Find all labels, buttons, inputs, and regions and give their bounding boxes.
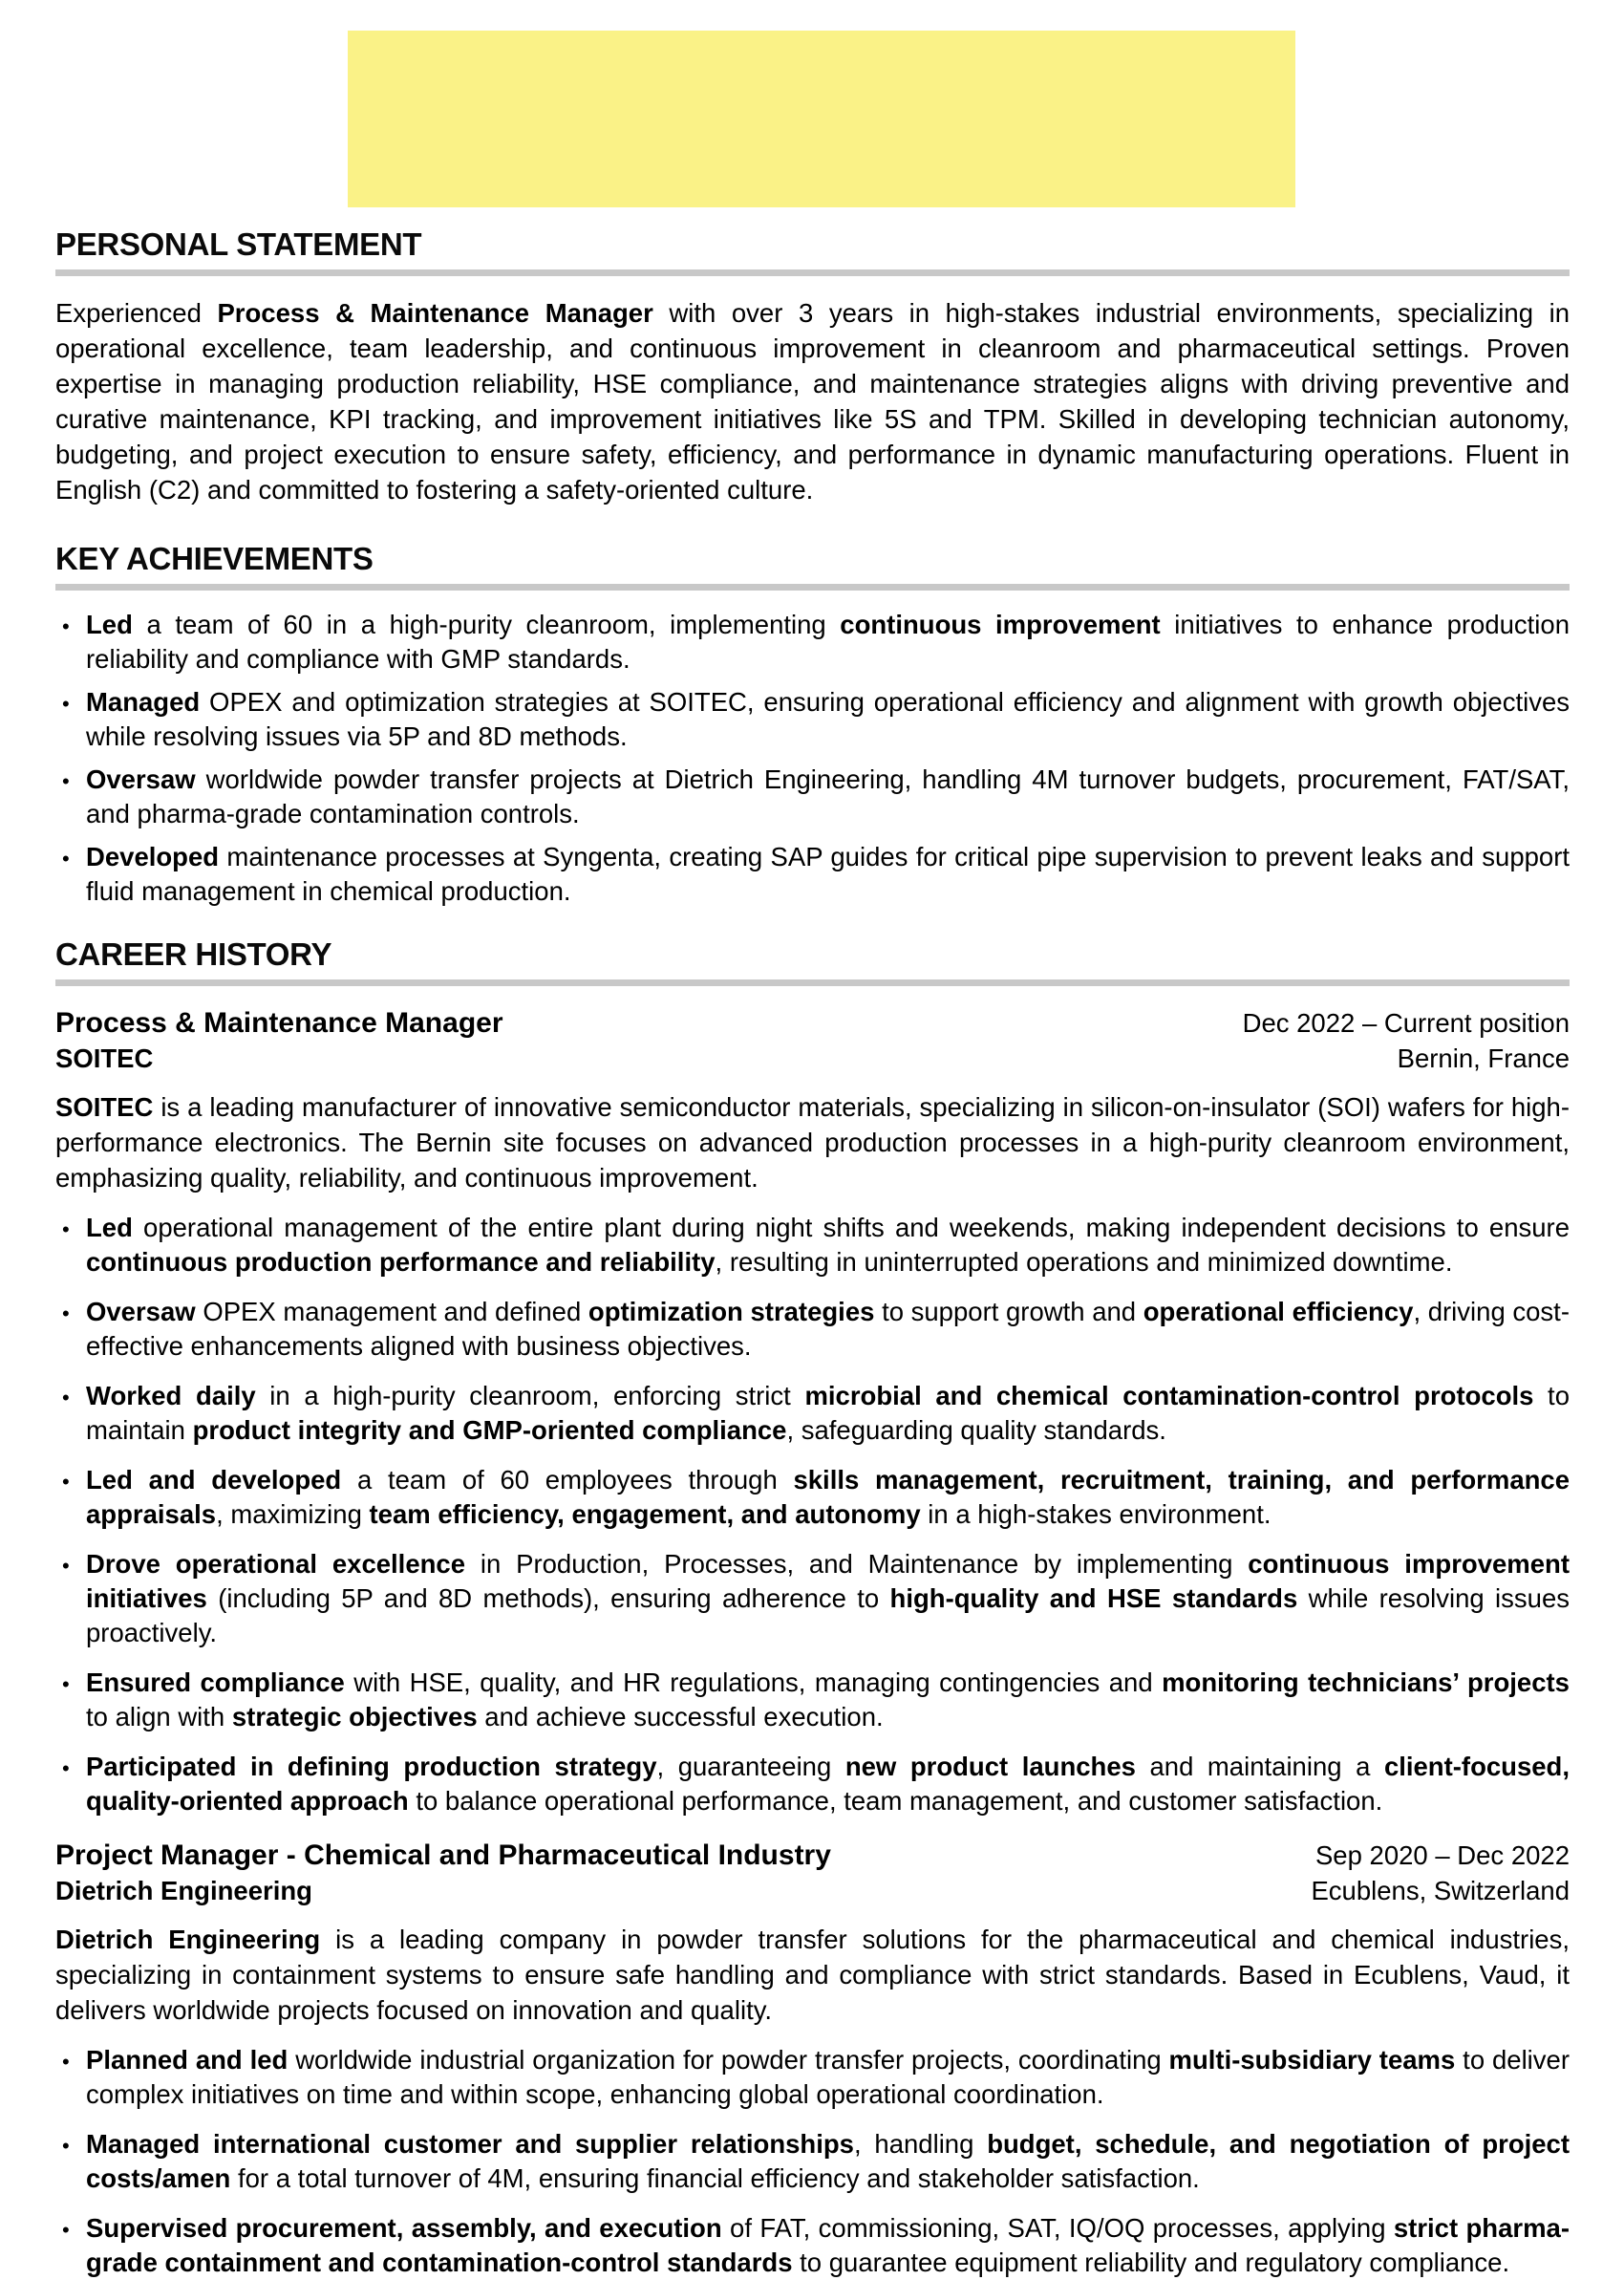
job-dates: Sep 2020 – Dec 2022 (1314, 1840, 1570, 1870)
key-achievements-list (55, 608, 1570, 909)
section-personal-statement (55, 0, 1570, 507)
job-description: Dietrich Engineering is a leading company in powder transfer solutions for the pharmaceutical and chemical industries, specializing in containment systems to ensure safe handling and compliance with strict standards. Based in Ecublens, Vaud, it delivers worldwide projects focused on innovation and quality. (55, 1925, 1570, 2025)
job-entry (55, 1007, 1570, 1818)
section-rule (55, 979, 1570, 986)
job-entry (55, 1839, 1570, 2280)
job-location: Bernin, France (1397, 1043, 1570, 1073)
job-header (55, 1839, 1570, 1872)
job-location: Ecublens, Switzerland (1311, 1876, 1570, 1905)
job-bullet: • Led operational management of the entire plant during night shifts and weekends, making independent decisions to ensure continuous production performance and reliability, resulting in uninterrupted operations and minimized downtime. (55, 1211, 1570, 1280)
section-key-achievements (55, 542, 1570, 909)
job-description: SOITEC is a leading manufacturer of innovative semiconductor materials, specializing in silicon-on-insulator (SOI) wafers for high-performance electronics. The Bernin site focuses on advanced production processes in a high-purity cleanroom environment, emphasizing quality, reliability, and continuous improvement. (55, 1092, 1570, 1193)
job-subheader (55, 1043, 1570, 1074)
job-bullet-list (55, 2043, 1570, 2280)
job-title: Project Manager - Chemical and Pharmaceutical Industry (55, 1839, 831, 1871)
job-title: Process & Maintenance Manager (55, 1007, 503, 1039)
achievement-item: • Developed maintenance processes at Syngenta, creating SAP guides for critical pipe supervision to prevent leaks and support fluid management in chemical production. (55, 840, 1570, 909)
personal-statement-title: PERSONAL STATEMENT (55, 226, 422, 262)
key-achievements-title: KEY ACHIEVEMENTS (55, 541, 374, 576)
job-bullet: • Drove operational excellence in Production, Processes, and Maintenance by implementing continuous improvement initiatives (including 5P and 8D methods), ensuring adherence to high-quality and HSE standards while resolving issues proactively. (55, 1547, 1570, 1650)
achievement-item: • Managed OPEX and optimization strategies at SOITEC, ensuring operational efficiency and alignment with growth objectives while resolving issues via 5P and 8D methods. (55, 685, 1570, 754)
achievement-item: • Oversaw worldwide powder transfer projects at Dietrich Engineering, handling 4M turnover budgets, procurement, FAT/SAT, and pharma-grade contamination controls. (55, 763, 1570, 831)
job-bullet: • Managed international customer and supplier relationships, handling budget, schedule, and negotiation of project costs/amen for a total turnover of 4M, ensuring financial efficiency and stakeholder satisfaction. (55, 2127, 1570, 2196)
job-dates: Dec 2022 – Current position (1242, 1008, 1570, 1038)
job-bullet: • Oversaw OPEX management and defined optimization strategies to support growth and operational efficiency, driving cost-effective enhancements aligned with business objectives. (55, 1295, 1570, 1364)
job-bullet: • Led and developed a team of 60 employees through skills management, recruitment, training, and performance appraisals, maximizing team efficiency, engagement, and autonomy in a high-stakes environment. (55, 1463, 1570, 1532)
section-career-history (55, 937, 1570, 2280)
job-header (55, 1007, 1570, 1040)
career-history-title: CAREER HISTORY (55, 936, 332, 972)
job-subheader (55, 1876, 1570, 1906)
job-bullet: • Worked daily in a high-purity cleanroom, enforcing strict microbial and chemical contamination-control protocols to maintain product integrity and GMP-oriented compliance, safeguarding quality standards. (55, 1379, 1570, 1448)
job-bullet-list (55, 1211, 1570, 1818)
section-rule (55, 584, 1570, 591)
job-bullet: • Participated in defining production strategy, guaranteeing new product launches and maintaining a client-focused, quality-oriented approach to balance operational performance, team management, and customer satisfaction. (55, 1750, 1570, 1818)
job-company: Dietrich Engineering (55, 1876, 312, 1905)
job-company: SOITEC (55, 1043, 154, 1073)
personal-statement-paragraph: Experienced Process & Maintenance Manager with over 3 years in high-stakes industrial environments, specializing in operational excellence, team leadership, and continuous improvement in cleanroom and pharmaceutical settings. Proven expertise in managing production reliability, HSE compliance, and maintenance strategies aligns with driving preventive and curative maintenance, KPI tracking, and improvement initiatives like 5S and TPM. Skilled in developing technician autonomy, budgeting, and project execution to ensure safety, efficiency, and performance in dynamic manufacturing operations. Fluent in English (C2) and committed to fostering a safety-oriented culture. (55, 298, 1570, 505)
job-bullet: • Planned and led worldwide industrial organization for powder transfer projects, coordinating multi-subsidiary teams to deliver complex initiatives on time and within scope, enhancing global operational coordination. (55, 2043, 1570, 2112)
job-bullet: • Ensured compliance with HSE, quality, and HR regulations, managing contingencies and monitoring technicians’ projects to align with strategic objectives and achieve successful execution. (55, 1666, 1570, 1734)
achievement-item: • Led a team of 60 in a high-purity cleanroom, implementing continuous improvement initiatives to enhance production reliability and compliance with GMP standards. (55, 608, 1570, 677)
section-rule (55, 269, 1570, 276)
job-bullet: • Supervised procurement, assembly, and execution of FAT, commissioning, SAT, IQ/OQ processes, applying strict pharma-grade containment and contamination-control standards to guarantee equipment reliability and regulatory compliance. (55, 2211, 1570, 2280)
